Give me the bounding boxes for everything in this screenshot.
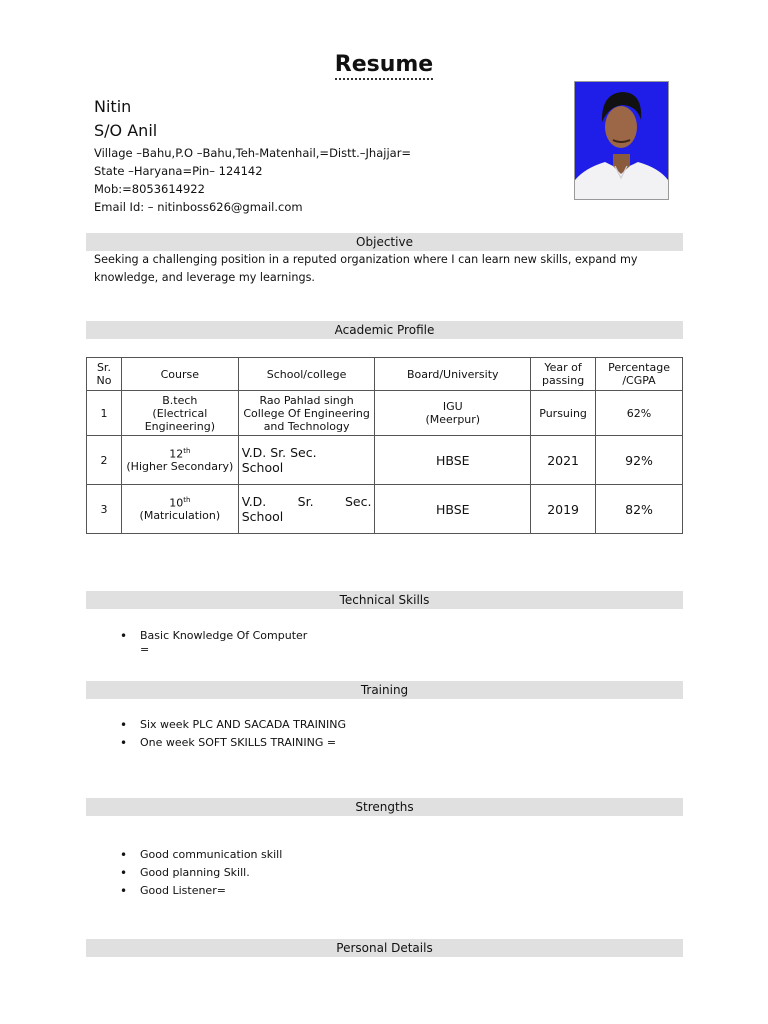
training-heading: Training [86,681,683,699]
list-item: • Basic Knowledge Of Computer [120,627,307,645]
row-sr: 2 [87,436,122,485]
row-year: 2019 [531,485,596,534]
list-item: • Six week PLC AND SACADA TRAINING [120,716,346,734]
row-percentage: 82% [596,485,683,534]
academic-heading: Academic Profile [86,321,683,339]
header-percentage: Percentage /CGPA [596,358,683,391]
row-year: Pursuing [531,391,596,436]
address-line-2: State –Haryana=Pin– 124142 [94,164,263,178]
row-course: 12th (Higher Secondary) [121,436,238,485]
table-row [87,391,683,436]
academic-table [86,357,683,534]
header-year: Year of passing [531,358,596,391]
resume-title [0,52,768,77]
row-board: HBSE [375,485,531,534]
row-percentage: 92% [596,436,683,485]
list-item: • One week SOFT SKILLS TRAINING = [120,734,346,752]
email-address: Email Id: – nitinboss626@gmail.com [94,200,303,214]
header-school: School/college [238,358,375,391]
objective-text: Seeking a challenging position in a reputed organization where I can learn new skills, expand my knowledge, and leverage my learnings. [94,253,638,284]
table-header-row [87,358,683,391]
header-board: Board/University [375,358,531,391]
technical-extra: = [140,643,150,656]
row-board: IGU (Meerpur) [375,391,531,436]
personal-details-heading: Personal Details [86,939,683,957]
row-school: V.D. Sr. Sec. School [238,436,375,485]
parent-name: S/O Anil [94,121,158,140]
row-course: 10th (Matriculation) [121,485,238,534]
row-sr: 1 [87,391,122,436]
technical-heading: Technical Skills [86,591,683,609]
address-line-1: Village –Bahu,P.O –Bahu,Teh-Matenhail,=Distt.–Jhajjar= [94,146,412,160]
resume-title-text: Resume [335,52,433,80]
row-percentage: 62% [596,391,683,436]
strengths-heading: Strengths [86,798,683,816]
portrait-illustration [575,82,668,199]
table-row [87,485,683,534]
header-sr: Sr. No [87,358,122,391]
list-item: • Good planning Skill. [120,864,282,882]
row-board: HBSE [375,436,531,485]
row-year: 2021 [531,436,596,485]
row-school: Rao Pahlad singh College Of Engineering and Technology [238,391,375,436]
row-course: B.tech (Electrical Engineering) [121,391,238,436]
mobile-number: Mob:=8053614922 [94,182,205,196]
objective-heading: Objective [86,233,683,251]
row-school: V.D. Sr. Sec. School [238,485,375,534]
candidate-name: Nitin [94,97,132,116]
table-row [87,436,683,485]
profile-photo [574,81,669,200]
list-item: • Good Listener= [120,882,282,900]
list-item: • Good communication skill [120,846,282,864]
row-sr: 3 [87,485,122,534]
header-course: Course [121,358,238,391]
strengths-list [120,846,282,900]
training-list [120,716,346,752]
